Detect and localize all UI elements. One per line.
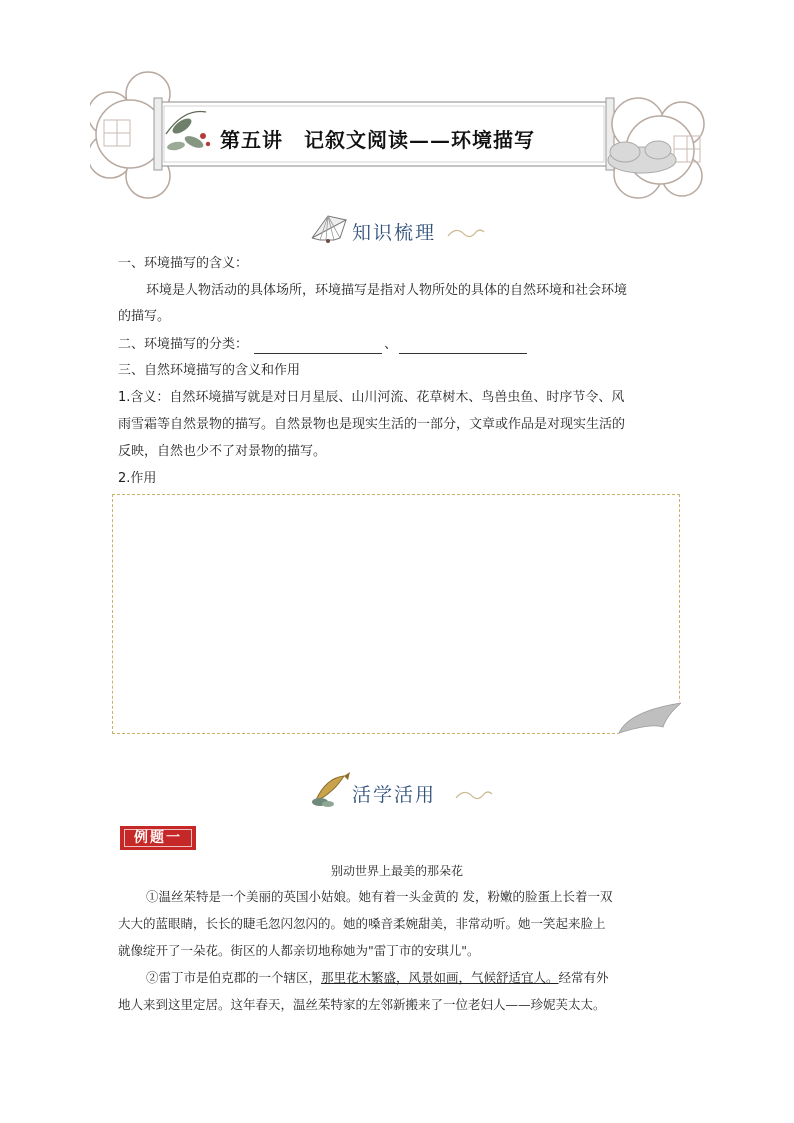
section-title-practice: 活学活用 xyxy=(352,784,437,806)
paragraph-2-line-1 xyxy=(146,969,609,987)
cloud-swirl-icon xyxy=(454,784,494,804)
meaning-line-1: 1.含义：自然环境描写就是对日月星辰、山川河流、花草树木、鸟兽虫鱼、时序节令、风 xyxy=(118,390,625,405)
paragraph-1-line-1: ①温丝茱特是一个美丽的英国小姑娘。她有着一头金黄的 发，粉嫩的脸蛋上长着一双 xyxy=(146,889,613,904)
paragraph-2-line-2: 地人来到这里定居。这年春天，温丝茱特家的左邻新搬来了一位老妇人——珍妮芙太太。 xyxy=(118,997,606,1012)
meaning-line-3: 反映，自然也少不了对景物的描写。 xyxy=(118,444,327,459)
story-title: 别动世界上最美的那朵花 xyxy=(330,864,463,878)
title-banner xyxy=(90,64,710,224)
paragraph-1-line-3: 就像绽开了一朵花。街区的人都亲切地称她为"雷丁市的安琪儿"。 xyxy=(118,943,480,958)
answer-box[interactable] xyxy=(112,494,680,734)
example-tag: 例题一 xyxy=(120,826,196,850)
function-label: 2.作用 xyxy=(118,471,157,486)
blank-separator: 、 xyxy=(384,337,398,352)
classification-label: 二、环境描写的分类： xyxy=(118,337,249,352)
paragraph-2-text-a: ②雷丁市是伯克郡的一个辖区， xyxy=(146,970,322,985)
heading-natural-environment: 三、自然环境描写的含义和作用 xyxy=(118,363,301,378)
heading-classification xyxy=(118,336,529,354)
underlined-scenery-sentence: 那里花木繁盛，风景如画，气候舒适宜人。 xyxy=(321,970,559,985)
cloud-swirl-icon xyxy=(446,222,486,242)
section-badge-knowledge xyxy=(306,210,486,246)
section-title-knowledge: 知识梳理 xyxy=(352,222,437,244)
paragraph-1-line-2: 大大的蓝眼睛，长长的睫毛忽闪忽闪的。她的嗓音柔婉甜美，非常动听。她一笑起来脸上 xyxy=(118,916,606,931)
fill-blank-1[interactable] xyxy=(254,339,382,354)
page-title: 第五讲 记叙文阅读——环境描写 xyxy=(220,128,535,152)
section-badge-practice xyxy=(306,772,496,808)
fish-ornament-icon xyxy=(306,770,356,810)
folding-fan-icon xyxy=(306,210,356,246)
meaning-line-2: 雨雪霜等自然景物的描写。自然景物也是现实生活的一部分，文章或作品是对现实生活的 xyxy=(118,417,626,432)
definition-line-1: 环境是人物活动的具体场所，环境描写是指对人物所处的具体的自然环境和社会环境 xyxy=(146,283,628,298)
heading-definition: 一、环境描写的含义： xyxy=(118,256,249,271)
definition-line-2: 的描写。 xyxy=(118,309,171,324)
page-curl-icon xyxy=(611,701,681,735)
paragraph-2-text-b: 经常有外 xyxy=(558,970,609,985)
fill-blank-2[interactable] xyxy=(399,339,527,354)
